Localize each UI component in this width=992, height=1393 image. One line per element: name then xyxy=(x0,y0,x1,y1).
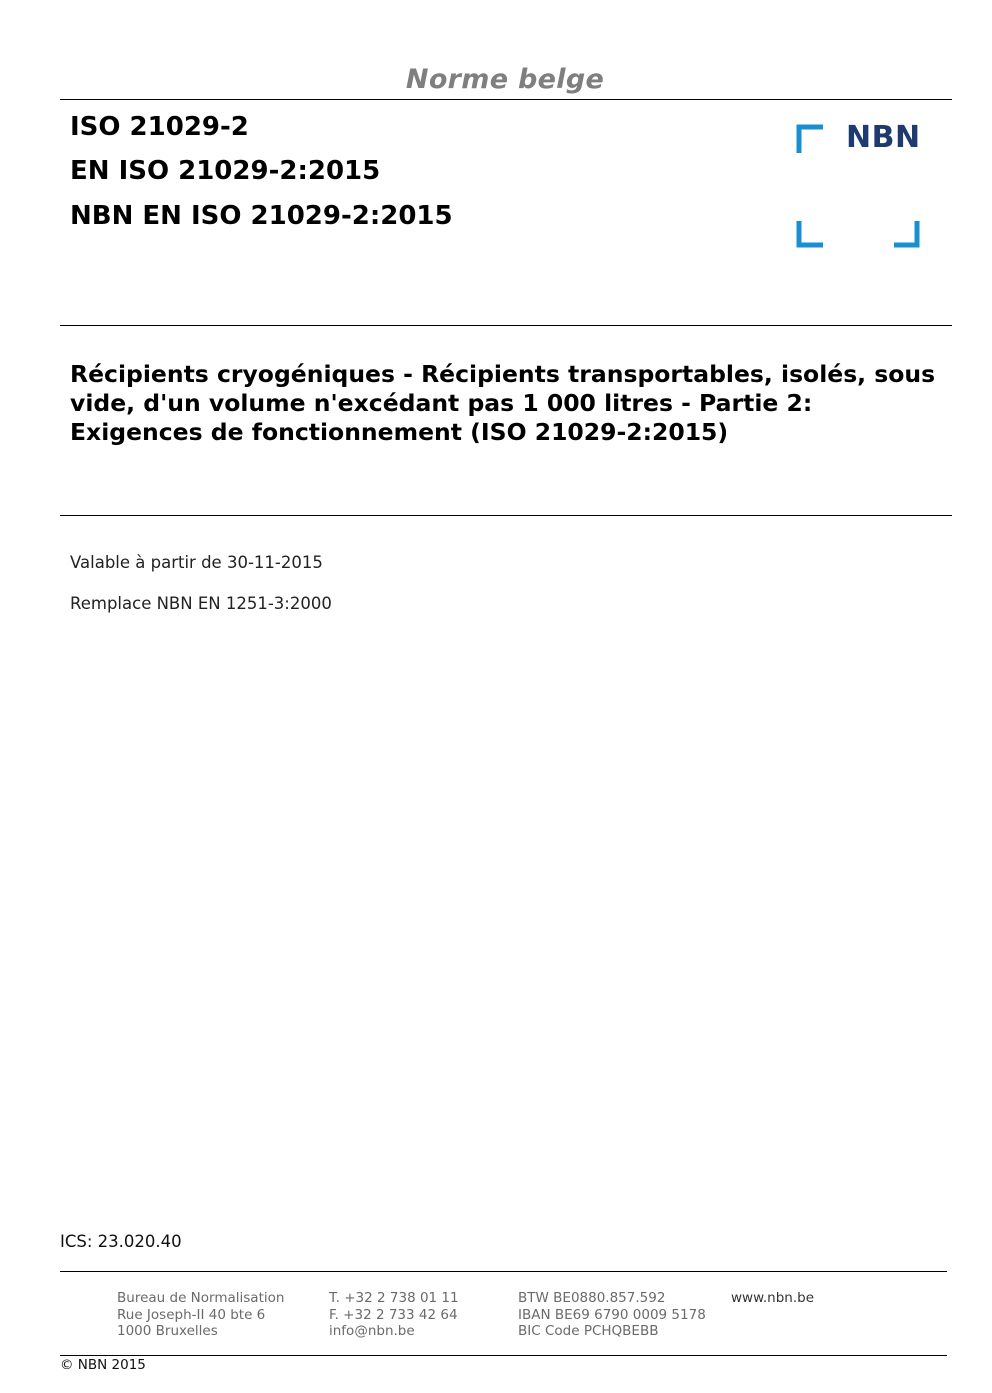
footer-bic: BIC Code PCHQBEBB xyxy=(518,1323,659,1339)
footer-vat: BTW BE0880.857.592 xyxy=(518,1290,666,1306)
identifier-nbn-en-iso: NBN EN ISO 21029-2:2015 xyxy=(70,201,453,231)
replaces-note: Remplace NBN EN 1251-3:2000 xyxy=(70,594,332,613)
footer-fax: F. +32 2 733 42 64 xyxy=(329,1306,458,1323)
title-line-2: vide, d'un volume n'excédant pas 1 000 litres - Partie 2: xyxy=(70,389,813,417)
footer-website-link[interactable]: www.nbn.be xyxy=(731,1290,815,1306)
copyright-notice: © NBN 2015 xyxy=(60,1357,146,1373)
header-divider xyxy=(60,99,952,100)
footer-address-line: 1000 Bruxelles xyxy=(117,1323,218,1339)
title-line-3: Exigences de fonctionnement (ISO 21029-2:2015) xyxy=(70,418,729,446)
identifier-en-iso: EN ISO 21029-2:2015 xyxy=(70,156,381,186)
title-top-divider xyxy=(60,325,952,326)
footer-address-line: Bureau de Normalisation xyxy=(117,1290,285,1306)
document-title xyxy=(70,360,940,447)
footer-contact xyxy=(329,1290,459,1340)
logo-wordmark: NBN xyxy=(846,120,921,155)
footer-bottom-divider xyxy=(60,1355,947,1356)
footer-address-line: Rue Joseph-II 40 bte 6 xyxy=(117,1306,266,1323)
document-type-label: Norme belge xyxy=(405,64,605,95)
footer-top-divider xyxy=(60,1271,947,1272)
footer-phone: T. +32 2 738 01 11 xyxy=(329,1290,459,1306)
title-bottom-divider xyxy=(60,515,952,516)
title-line-1: Récipients cryogéniques - Récipients transportables, isolés, sous xyxy=(70,360,936,388)
ics-code: ICS: 23.020.40 xyxy=(60,1232,182,1251)
footer-bank xyxy=(518,1290,706,1340)
identifier-iso: ISO 21029-2 xyxy=(70,112,249,142)
validity-date: Valable à partir de 30-11-2015 xyxy=(70,553,323,572)
footer-address xyxy=(117,1290,284,1340)
footer-iban: IBAN BE69 6790 0009 5178 xyxy=(518,1306,706,1323)
footer-email-link[interactable]: info@nbn.be xyxy=(329,1323,415,1339)
